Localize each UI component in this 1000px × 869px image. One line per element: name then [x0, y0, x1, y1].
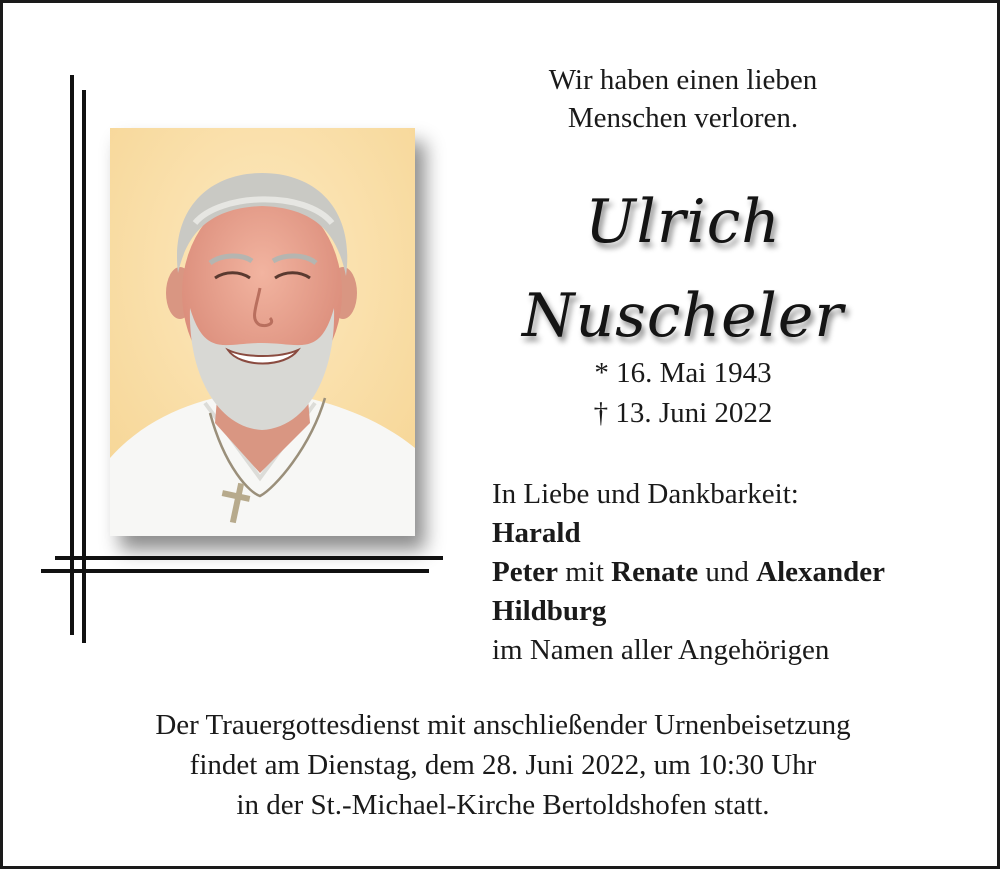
horizontal-rule-lower	[41, 569, 429, 573]
mourners-closing: im Namen aller Angehörigen	[492, 634, 830, 666]
connector-und: und	[698, 556, 757, 588]
mourner-line-3	[492, 592, 982, 631]
mourner-line-2	[492, 553, 982, 592]
service-line-2: findet am Dienstag, dem 28. Juni 2022, um 10:30 Uhr	[189, 749, 817, 781]
portrait-photo	[110, 128, 415, 536]
mourner-name-hildburg: Hildburg	[492, 595, 607, 627]
vertical-rule-outer	[70, 75, 74, 635]
deceased-name	[473, 175, 893, 363]
service-info	[3, 705, 1000, 825]
mourners-block	[492, 475, 982, 670]
horizontal-rule-upper	[55, 556, 443, 560]
intro-text	[473, 61, 893, 137]
death-date: † 13. Juni 2022	[593, 397, 773, 429]
service-line-3: in der St.-Michael-Kirche Bertoldshofen statt.	[236, 789, 770, 821]
service-line-1: Der Trauergottesdienst mit anschließender Urnenbeisetzung	[155, 709, 851, 741]
intro-line-2: Menschen verloren.	[567, 102, 799, 134]
intro-line-1: Wir haben einen lieben	[548, 64, 818, 96]
first-name: Ulrich	[585, 187, 781, 257]
birth-date: * 16. Mai 1943	[594, 357, 772, 389]
life-dates	[473, 353, 893, 433]
vertical-rule-inner	[82, 90, 86, 643]
mourner-name-alexander: Alexander	[756, 556, 886, 588]
mourner-name-peter: Peter	[492, 556, 558, 588]
portrait-illustration	[110, 128, 415, 536]
mourners-heading: In Liebe und Dankbarkeit:	[492, 478, 799, 510]
mourner-name-harald: Harald	[492, 517, 581, 549]
mourner-name-renate: Renate	[611, 556, 699, 588]
mourner-line-1	[492, 514, 982, 553]
connector-mit: mit	[558, 556, 612, 588]
last-name: Nuscheler	[521, 281, 845, 351]
